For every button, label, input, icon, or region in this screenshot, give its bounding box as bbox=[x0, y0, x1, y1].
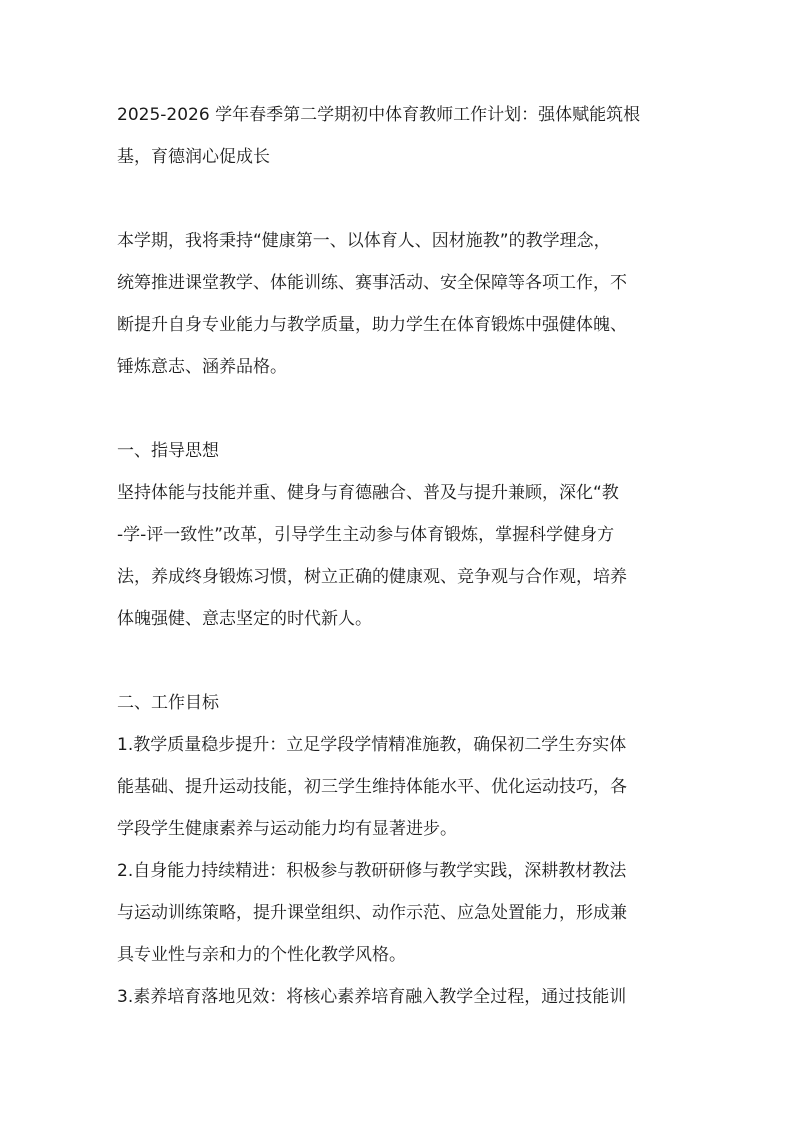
document-title-line-1: 2025-2026 学年春季第二学期初中体育教师工作计划：强体赋能筑根 bbox=[117, 105, 641, 125]
section2-line-4: 2.自身能力持续精进：积极参与教研研修与教学实践，深耕教材教法 bbox=[117, 861, 627, 881]
document-title-line-2: 基，育德润心促成长 bbox=[117, 147, 270, 167]
section1-line-1: 坚持体能与技能并重、健身与育德融合、普及与提升兼顾，深化“教 bbox=[117, 483, 619, 503]
section2-heading: 二、工作目标 bbox=[117, 693, 219, 713]
section1-heading: 一、指导思想 bbox=[117, 441, 219, 461]
section2-line-6: 具专业性与亲和力的个性化教学风格。 bbox=[117, 945, 406, 965]
section1-line-4: 体魄强健、意志坚定的时代新人。 bbox=[117, 609, 372, 629]
intro-line-3: 断提升自身专业能力与教学质量，助力学生在体育锻炼中强健体魄、 bbox=[117, 315, 627, 335]
section2-line-3: 学段学生健康素养与运动能力均有显著进步。 bbox=[117, 819, 457, 839]
section2-line-7: 3.素养培育落地见效：将核心素养培育融入教学全过程，通过技能训 bbox=[117, 987, 627, 1007]
section1-line-3: 法，养成终身锻炼习惯，树立正确的健康观、竞争观与合作观，培养 bbox=[117, 567, 627, 587]
section2-line-5: 与运动训练策略，提升课堂组织、动作示范、应急处置能力，形成兼 bbox=[117, 903, 627, 923]
section1-line-2: -学-评一致性”改革，引导学生主动参与体育锻炼，掌握科学健身方 bbox=[117, 525, 615, 545]
section2-line-1: 1.教学质量稳步提升：立足学段学情精准施教，确保初二学生夯实体 bbox=[117, 735, 627, 755]
section2-line-2: 能基础、提升运动技能，初三学生维持体能水平、优化运动技巧，各 bbox=[117, 777, 627, 797]
intro-line-4: 锤炼意志、涵养品格。 bbox=[117, 357, 287, 377]
intro-line-2: 统筹推进课堂教学、体能训练、赛事活动、安全保障等各项工作，不 bbox=[117, 273, 627, 293]
intro-line-1: 本学期，我将秉持“健康第一、以体育人、因材施教”的教学理念， bbox=[117, 231, 611, 251]
